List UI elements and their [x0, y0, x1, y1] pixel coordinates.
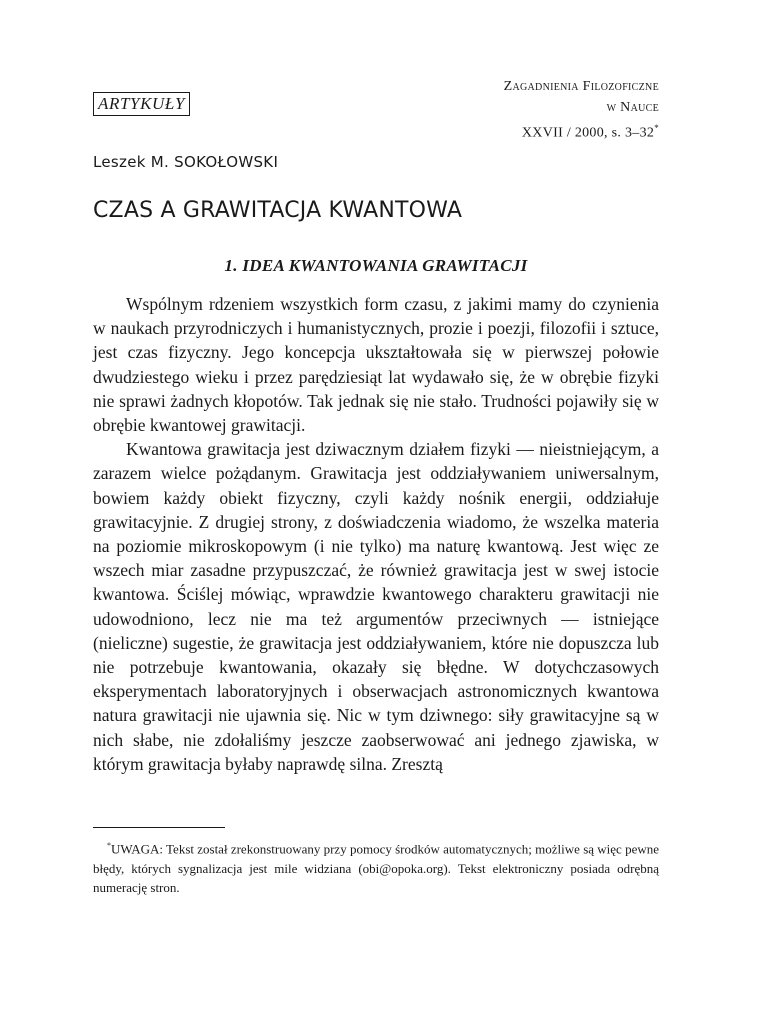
journal-name: Zagadnienia Filozoficzne — [503, 79, 659, 94]
section-label: ARTYKUŁY — [93, 92, 190, 116]
paragraph-2: Kwantowa grawitacja jest dziwacznym działem fizyki — nieistniejącym, a zarazem wielce pożądanym. Grawitacja jest oddziaływaniem uniwersalnym, bowiem każdy obiekt fizyczny, czyli każdy nośnik energii, oddziałuje grawitacyjnie. Z drugiej strony, z doświadczenia wiadomo, że wszelka materia na poziomie mikroskopowym (i nie tylko) ma naturę kwantową. Jest więc ze wszech miar zasadne przypuszczać, że również grawitacja jest w swej istocie kwantowa. Ściślej mówiąc, wprawdzie kwantowego charakteru grawitacji nie udowodniono, lecz nie ma też argumentów przeciwnych — istniejące (nieliczne) sugestie, że grawitacja jest oddziaływaniem, które nie dopuszcza lub nie potrzebuje kwantowania, okazały się błędne. W dotychczasowych eksperymentach laboratoryjnych i obserwacjach astronomicznych kwantowa natura grawitacji nie ujawnia się. Nic w tym dziwnego: siły grawitacyjne są w nich słabe, nie zdołaliśmy jeszcze zaobserwować ani jednego zjawiska, w którym grawitacja byłaby naprawdę silna. Zresztą — [93, 439, 659, 774]
article-body — [93, 292, 659, 776]
footnote-mark: * — [107, 841, 111, 850]
article-page — [93, 0, 659, 1024]
journal-footnote-mark: * — [654, 123, 659, 133]
footnote-text: UWAGA: Tekst został zrekonstruowany przy pomocy środków automatycznych; możliwe są więc pewne błędy, których sygnalizacja jest mile widziana (obi@opoka.org). Tekst elektroniczny posiada odrębną numerację stron. — [93, 841, 659, 896]
journal-issue — [504, 118, 659, 144]
journal-issue-text: XXVII / 2000, s. 3–32 — [521, 125, 655, 141]
author-name: Leszek M. SOKOŁOWSKI — [93, 153, 279, 171]
paragraph-1: Wspólnym rdzeniem wszystkich form czasu, z jakimi mamy do czynienia w naukach przyrodniczych i humanistycznych, prozie i poezji, filozofii i sztuce, jest czas fizyczny. Jego koncepcja ukształtowała się w pierwszej połowie dwudziestego wieku i przez parędziesiąt lat wydawało się, że w obrębie fizyki nie sprawi żadnych kłopotów. Tak jednak się nie stało. Trudności pojawiły się w obrębie kwantowej grawitacji. — [93, 294, 659, 436]
footnote-divider — [93, 827, 225, 828]
journal-name-cont: w Nauce — [606, 100, 659, 115]
footnote — [93, 836, 659, 898]
section-heading: 1. IDEA KWANTOWANIA GRAWITACJI — [224, 256, 528, 275]
journal-header — [504, 76, 659, 144]
article-title: CZAS A GRAWITACJA KWANTOWA — [93, 198, 463, 223]
